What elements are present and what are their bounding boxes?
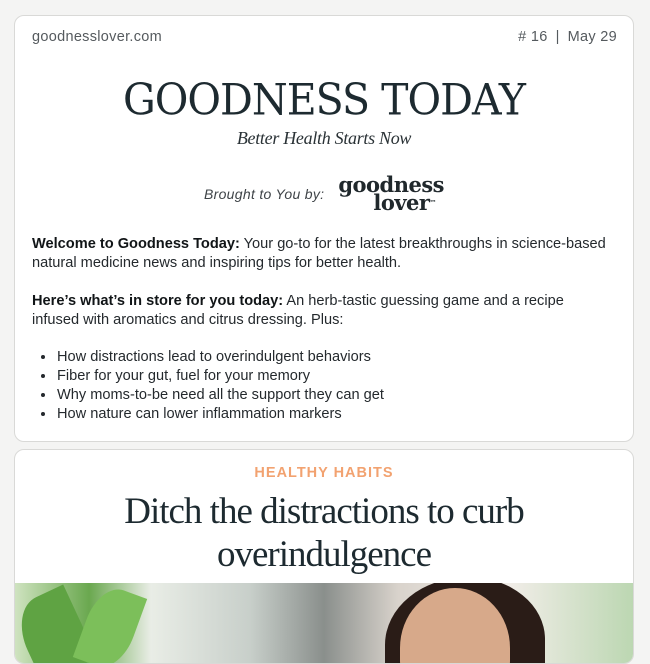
sponsor-row	[15, 172, 633, 215]
highlights-list	[32, 348, 384, 424]
issue-date: May 29	[567, 29, 617, 45]
list-item: • Why moms-to-be need all the support they can get	[56, 386, 384, 405]
list-item: • How nature can lower inflammation markers	[56, 405, 384, 424]
store-text: An herb-tastic guessing game and a recipe infused with aromatics and citrus dressing. Plus:	[32, 293, 564, 328]
masthead-subtitle: Better Health Starts Now	[236, 128, 412, 148]
sponsor-label: Brought to You by:	[204, 186, 325, 202]
intro-lead: Welcome to Goodness Today:	[32, 236, 240, 252]
masthead	[15, 74, 633, 149]
logo-line2-text: lover	[373, 190, 430, 215]
masthead-title: GOODNESS TODAY	[123, 74, 525, 126]
article-hero-image[interactable]	[15, 583, 633, 664]
issue-number: # 16	[518, 29, 548, 45]
newsletter-header-card	[14, 15, 634, 442]
store-lead: Here’s what’s in store for you today:	[32, 293, 284, 309]
logo-trademark: ™	[429, 198, 436, 207]
article-category: HEALTHY HABITS	[254, 465, 394, 481]
issue-info	[518, 29, 617, 45]
list-item: • How distractions lead to overindulgent behaviors	[56, 348, 384, 367]
logo-line2	[373, 190, 436, 215]
article-card	[14, 449, 634, 664]
plant-leaf-shape	[73, 583, 147, 664]
intro-paragraph	[32, 235, 609, 273]
site-link[interactable]: goodnesslover.com	[32, 29, 163, 45]
logo-line1: goodness	[338, 172, 444, 197]
intro-text: Your go-to for the latest breakthroughs in science-based natural medicine news and inspiring tips for better health.	[32, 236, 606, 271]
store-paragraph	[32, 292, 609, 330]
list-item: • Fiber for your gut, fuel for your memory	[56, 367, 384, 386]
issue-separator: |	[555, 29, 560, 45]
article-title[interactable]: Ditch the distractions to curb overindulgence	[124, 491, 524, 575]
meta-row	[32, 29, 617, 45]
goodness-lover-logo[interactable]	[338, 172, 444, 215]
